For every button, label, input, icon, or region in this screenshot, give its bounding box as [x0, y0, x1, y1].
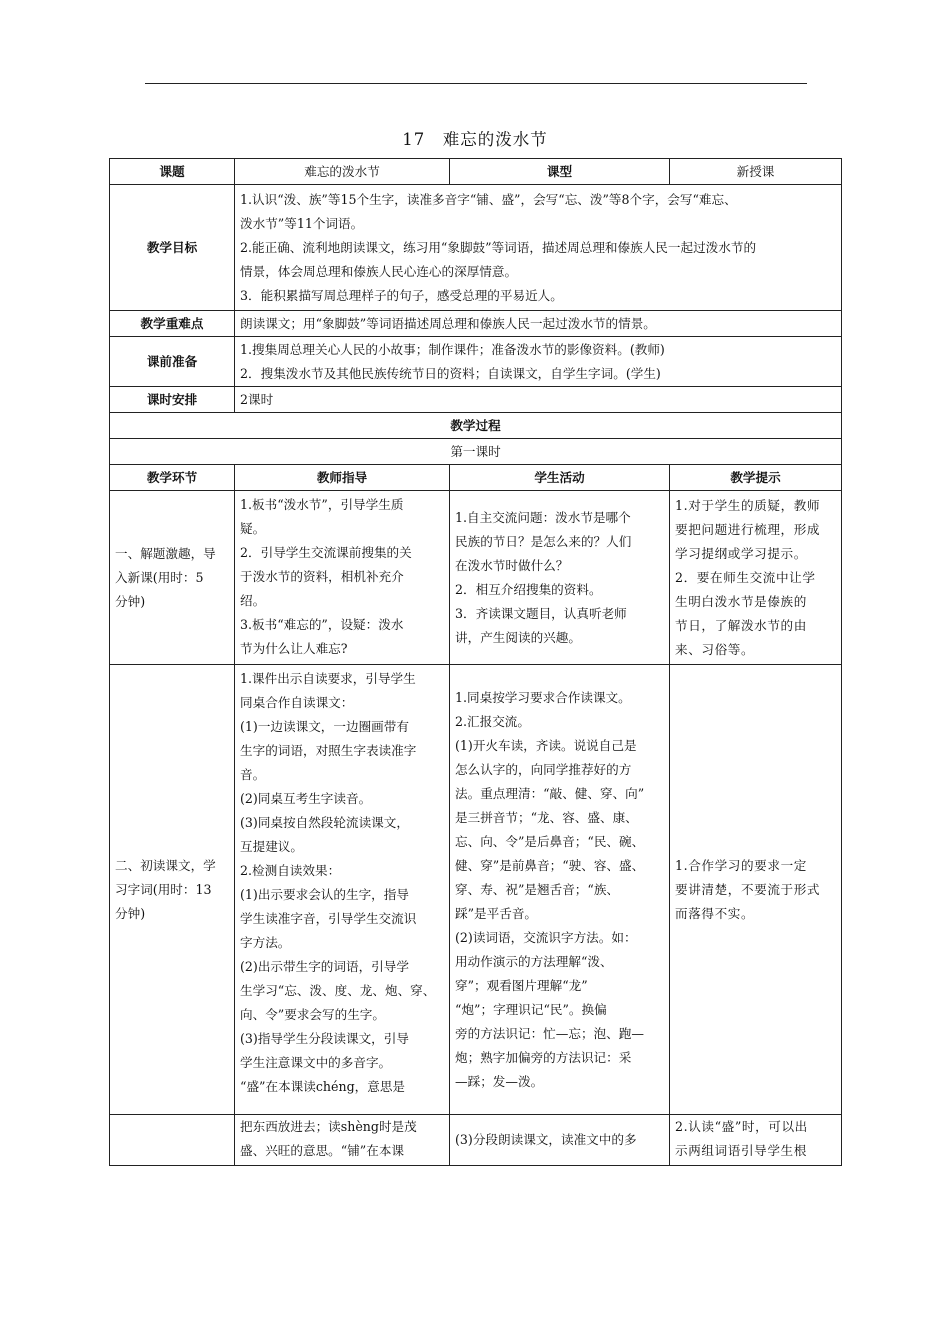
goals-row — [110, 185, 842, 311]
teacher-line: 2．引导学生交流课前搜集的关 — [240, 545, 412, 560]
topic-row — [110, 159, 842, 185]
tips-line: 而落得不实。 — [675, 905, 755, 921]
teacher-line: 1.板书“泼水节”，引导学生质 — [240, 497, 404, 512]
schedule-row — [110, 387, 842, 413]
teacher-line: 疑。 — [240, 521, 266, 536]
process-title: 教学过程 — [110, 413, 842, 439]
student-line: 穿、寿、祝”是翘舌音；“族、 — [455, 881, 620, 897]
stage-line: 分钟) — [115, 905, 146, 921]
type-value: 新授课 — [670, 159, 842, 185]
teacher-line: 2.检测自读效果： — [240, 863, 341, 878]
tips-line: 要讲清楚，不要流于形式 — [675, 881, 821, 897]
stage-line: 习字词(用时：13 — [115, 881, 212, 897]
key-points-row — [110, 311, 842, 337]
teacher-line: 于泼水节的资料，相机补充介 — [240, 569, 404, 584]
goals-line: 3．能积累描写周总理样子的句子，感受总理的平易近人。 — [240, 287, 563, 303]
goals-line: 泼水节”等11个词语。 — [240, 215, 364, 231]
preparation-content — [235, 337, 842, 387]
teacher-line: “盛”在本课读chéng，意思是 — [240, 1079, 406, 1094]
column-header: 学生活动 — [450, 465, 670, 491]
stage-line: 入新课(用时：5 — [115, 569, 204, 585]
teacher-cell — [235, 1115, 450, 1166]
tips-cell — [670, 1115, 842, 1166]
process-row-3 — [110, 1115, 842, 1166]
goals-content — [235, 185, 842, 311]
process-row-2 — [110, 665, 842, 1115]
key-points-label: 教学重难点 — [110, 311, 235, 337]
stage-cell — [110, 1115, 235, 1166]
stage-line: 分钟) — [115, 593, 146, 609]
process-title-row — [110, 413, 842, 439]
tips-line: 1.合作学习的要求一定 — [675, 857, 807, 873]
process-row-1 — [110, 491, 842, 665]
teacher-line: 把东西放进去；读shèng时是茂 — [240, 1119, 417, 1134]
teacher-line: 1.课件出示自读要求，引导学生 — [240, 671, 416, 686]
student-line: 炮；熟字加偏旁的方法识记：采 — [455, 1049, 632, 1065]
goals-line: 2.能正确、流利地朗读课文，练习用“象脚鼓”等词语，描述周总理和傣族人民一起过泼水节的 — [240, 239, 757, 255]
teacher-line: 向、令”要求会写的生字。 — [240, 1007, 385, 1022]
stage-line: 一、解题激趣，导 — [115, 545, 216, 561]
student-line: 怎么认字的，向同学推荐好的方 — [455, 761, 632, 777]
student-line: 1.自主交流问题：泼水节是哪个 — [455, 509, 631, 525]
tips-line: 生明白泼水节是傣族的 — [675, 593, 807, 609]
column-header: 教师指导 — [235, 465, 450, 491]
page-title: 17 难忘的泼水节 — [402, 130, 548, 149]
tips-line: 来、习俗等。 — [675, 641, 755, 657]
preparation-row — [110, 337, 842, 387]
student-line: 法。重点理清：“敲、健、穿、向” — [455, 785, 645, 801]
goals-line: 情景，体会周总理和傣族人民心连心的深厚情意。 — [240, 263, 518, 279]
teacher-cell — [235, 665, 450, 1115]
student-line: 1.同桌按学习要求合作读课文。 — [455, 689, 631, 705]
tips-line: 学习提纲或学习提示。 — [675, 545, 807, 561]
student-cell — [450, 665, 670, 1115]
key-points-content: 朗读课文；用“象脚鼓”等词语描述周总理和傣族人民一起过泼水节的情景。 — [235, 311, 842, 337]
tips-cell — [670, 491, 842, 665]
teacher-line: 生字的词语，对照生字表读准字 — [240, 743, 417, 758]
preparation-line: 2．搜集泼水节及其他民族传统节日的资料；自读课文，自学生字词。(学生) — [240, 365, 661, 381]
student-line: 2.汇报交流。 — [455, 713, 530, 729]
student-line: 民族的节日？是怎么来的？人们 — [455, 533, 632, 549]
period-title: 第一课时 — [110, 439, 842, 465]
schedule-value: 2课时 — [235, 387, 842, 413]
student-cell — [450, 1115, 670, 1166]
student-line: 3．齐读课文题目，认真听老师 — [455, 605, 627, 621]
student-line: (3)分段朗读课文，读准文中的多 — [455, 1132, 637, 1147]
stage-cell — [110, 665, 235, 1115]
teacher-line: 生学习“忘、泼、度、龙、炮、穿、 — [240, 983, 436, 998]
teacher-line: (2)出示带生字的词语，引导学 — [240, 959, 409, 974]
student-line: 在泼水节时做什么？ — [455, 557, 569, 573]
teacher-line: 盛、兴旺的意思。“铺”在本课 — [240, 1143, 405, 1158]
teacher-line: (3)同桌按自然段轮流读课文， — [240, 815, 409, 830]
student-line: 是三拼音节；“龙、容、盛、康、 — [455, 809, 638, 825]
header-rule — [145, 83, 807, 84]
tips-line: 要把问题进行梳理，形成 — [675, 521, 821, 537]
tips-line: 1.对于学生的质疑，教师 — [675, 497, 821, 513]
teacher-line: (2)同桌互考生字读音。 — [240, 791, 372, 806]
student-line: 2．相互介绍搜集的资料。 — [455, 581, 602, 597]
tips-line: 示两组词语引导学生根 — [675, 1143, 807, 1158]
tips-line: 2．要在师生交流中让学 — [675, 569, 816, 585]
column-header: 教学提示 — [670, 465, 842, 491]
student-line: —踩；发—泼。 — [455, 1073, 544, 1089]
schedule-label: 课时安排 — [110, 387, 235, 413]
teacher-line: 互提建议。 — [240, 839, 303, 854]
lesson-plan-table — [109, 158, 842, 1166]
student-line: 用动作演示的方法理解“泼、 — [455, 953, 613, 969]
teacher-line: (1)一边读课文，一边圈画带有 — [240, 719, 409, 734]
teacher-line: (1)出示要求会认的生字，指导 — [240, 887, 409, 902]
student-cell — [450, 491, 670, 665]
student-line: “炮”；字理识记“民”。换偏 — [455, 1001, 607, 1017]
student-line: (1)开火车读，齐读。说说自己是 — [455, 737, 637, 753]
student-line: (2)读词语，交流识字方法。如： — [455, 929, 637, 945]
teacher-line: 同桌合作自读课文： — [240, 695, 354, 710]
teacher-line: 节为什么让人难忘? — [240, 641, 348, 656]
teacher-cell — [235, 491, 450, 665]
preparation-label: 课前准备 — [110, 337, 235, 387]
student-line: 穿”；观看图片理解“龙” — [455, 977, 588, 993]
tips-line: 2.认读“盛”时，可以出 — [675, 1119, 808, 1134]
teacher-line: 绍。 — [240, 593, 266, 608]
stage-cell — [110, 491, 235, 665]
student-line: 踩”是平舌音。 — [455, 905, 538, 921]
topic-value: 难忘的泼水节 — [235, 159, 450, 185]
student-line: 忘、向、令”是后鼻音；“民、碗、 — [455, 833, 645, 849]
period-title-row — [110, 439, 842, 465]
teacher-line: 学生注意课文中的多音字。 — [240, 1055, 392, 1070]
student-line: 讲，产生阅读的兴趣。 — [455, 629, 581, 645]
teacher-line: 音。 — [240, 767, 266, 782]
goals-label: 教学目标 — [110, 185, 235, 311]
teacher-line: (3)指导学生分段读课文，引导 — [240, 1031, 409, 1046]
student-line: 健、穿”是前鼻音；“驶、容、盛、 — [455, 857, 645, 873]
teacher-line: 字方法。 — [240, 935, 291, 950]
column-header-row — [110, 465, 842, 491]
topic-label: 课题 — [110, 159, 235, 185]
preparation-line: 1.搜集周总理关心人民的小故事；制作课件；准备泼水节的影像资料。(教师) — [240, 341, 665, 357]
student-line: 旁的方法识记：忙—忘；泡、跑— — [455, 1025, 644, 1041]
teacher-line: 学生读准字音，引导学生交流识 — [240, 911, 417, 926]
type-label: 课型 — [450, 159, 670, 185]
goals-line: 1.认识“泼、族”等15个生字，读准多音字“铺、盛”，会写“忘、泼”等8个字，会写“难忘、 — [240, 191, 737, 207]
stage-line: 二、初读课文，学 — [115, 857, 216, 873]
tips-line: 节日，了解泼水节的由 — [675, 617, 807, 633]
column-header: 教学环节 — [110, 465, 235, 491]
teacher-line: 3.板书“难忘的”，设疑：泼水 — [240, 617, 404, 632]
tips-cell — [670, 665, 842, 1115]
